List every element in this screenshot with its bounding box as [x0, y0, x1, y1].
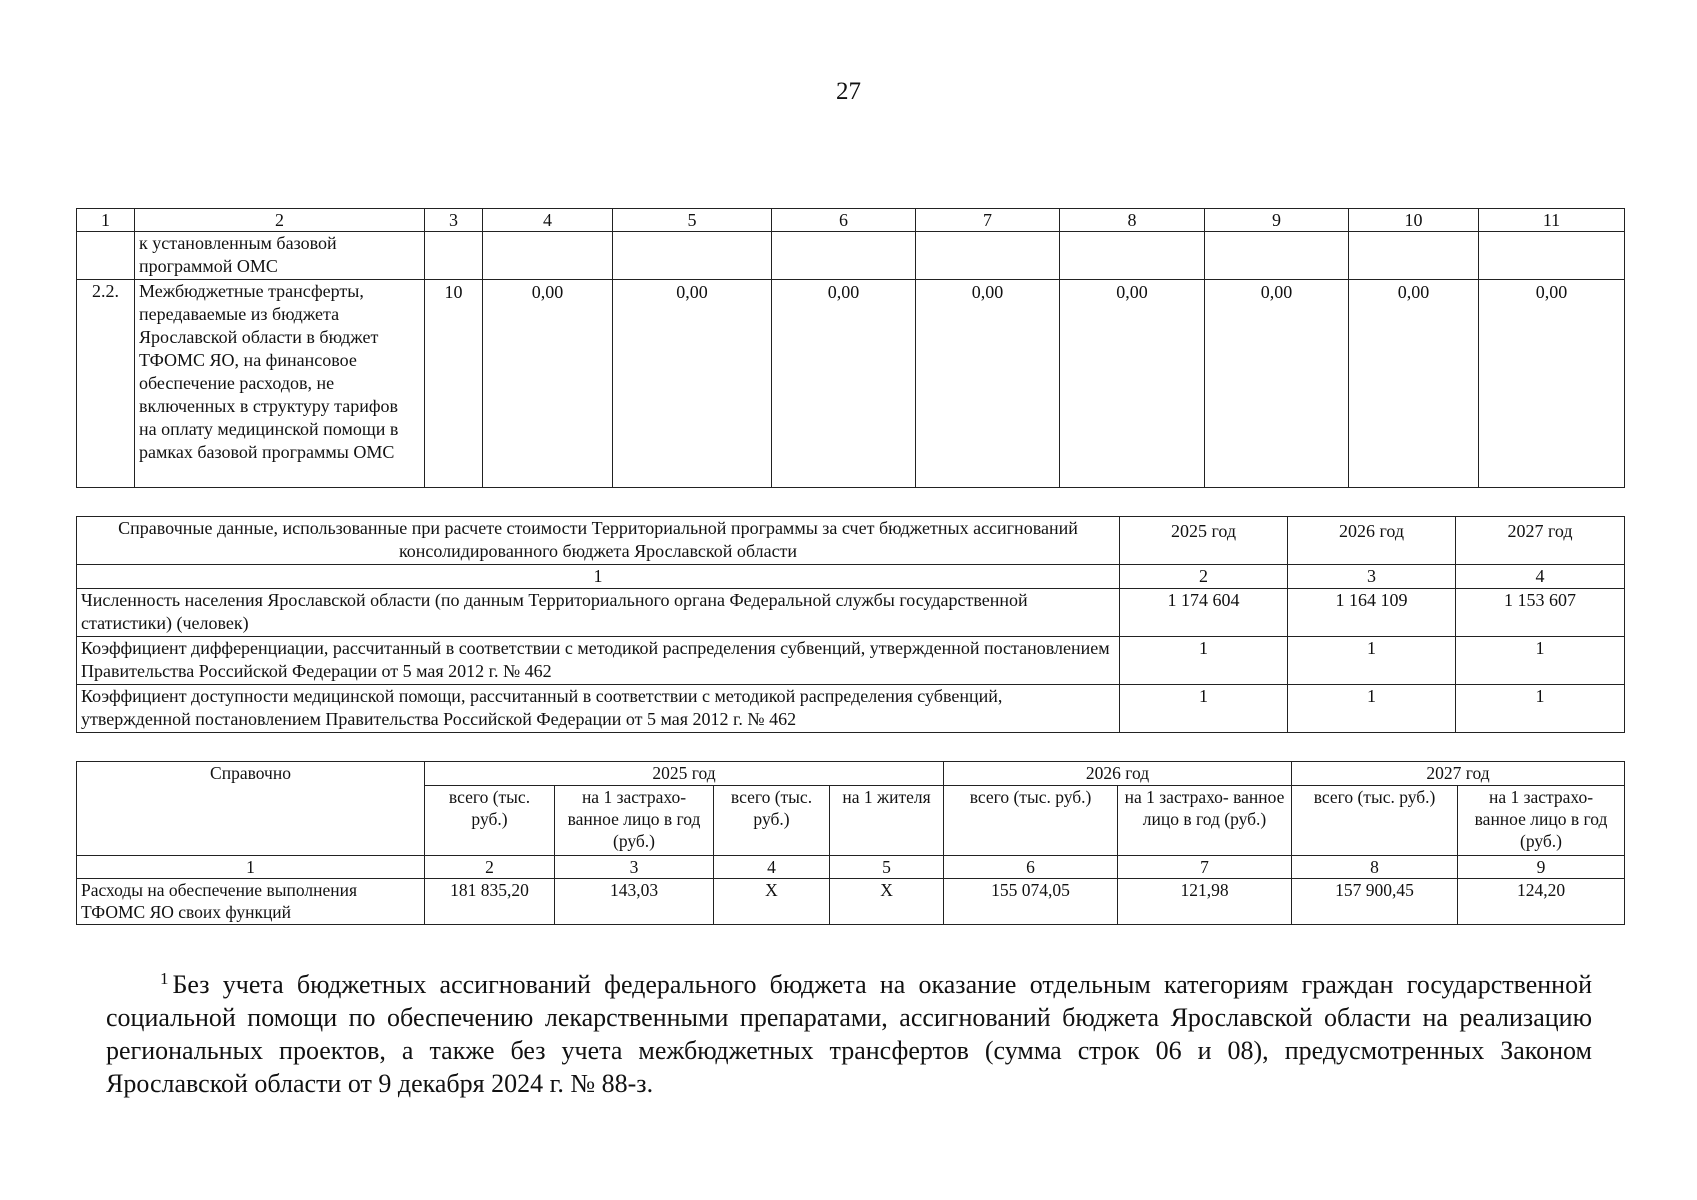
year-header: 2027 год	[1292, 762, 1625, 786]
row-value: Х	[714, 879, 830, 925]
row-value: 157 900,45	[1292, 879, 1458, 925]
col-number: 7	[916, 209, 1060, 232]
row-value: 0,00	[1479, 280, 1625, 488]
row-label: Расходы на обеспечение выполнения ТФОМС ЯО своих функций	[77, 879, 425, 925]
row-value	[772, 232, 916, 280]
reference-data-table	[76, 516, 1625, 733]
row-name: Межбюджетные трансферты, передаваемые из бюджета Ярославской области в бюджет ТФОМС ЯО, на финансовое обеспечение расходов, не включенных в структуру тарифов на оплату медицинской помощи в рамках базовой программы ОМС	[135, 280, 425, 488]
row-code: 10	[425, 280, 483, 488]
col-number: 1	[77, 856, 425, 879]
row-value: 1	[1120, 685, 1288, 733]
col-number: 1	[77, 565, 1120, 589]
table-row	[77, 232, 1625, 280]
sub-header: на 1 застрахо- ванное лицо в год (руб.)	[1118, 786, 1292, 856]
row-label: Коэффициент доступности медицинской помощи, рассчитанный в соответствии с методикой распределения субвенций, утвержденной постановлением Правительства Российской Федерации от 5 мая 2012 г. № 462	[77, 685, 1120, 733]
row-value: 0,00	[772, 280, 916, 488]
table-header-row	[77, 856, 1625, 879]
row-num: 2.2.	[77, 280, 135, 488]
year-header: 2026 год	[944, 762, 1292, 786]
page-number: 27	[836, 78, 861, 105]
row-code	[425, 232, 483, 280]
table-header-row	[77, 565, 1625, 589]
sub-header: всего (тыс. руб.)	[1292, 786, 1458, 856]
col-number: 6	[944, 856, 1118, 879]
year-header: 2027 год	[1456, 517, 1625, 565]
row-value: 0,00	[613, 280, 772, 488]
corner-header: Справочно	[77, 762, 425, 856]
row-label: Численность населения Ярославской области (по данным Территориального органа Федеральной службы государственной статистики) (человек)	[77, 589, 1120, 637]
row-value: 0,00	[916, 280, 1060, 488]
row-value: 1	[1120, 637, 1288, 685]
table-header-row	[77, 209, 1625, 232]
col-number: 3	[425, 209, 483, 232]
sub-header: на 1 застрахо- ванное лицо в год (руб.)	[555, 786, 714, 856]
row-value: 121,98	[1118, 879, 1292, 925]
sub-header: всего (тыс. руб.)	[425, 786, 555, 856]
col-number: 10	[1349, 209, 1479, 232]
row-value	[1060, 232, 1205, 280]
year-header: 2025 год	[1120, 517, 1288, 565]
col-number: 6	[772, 209, 916, 232]
row-value: 1 153 607	[1456, 589, 1625, 637]
row-value: 1	[1456, 637, 1625, 685]
footnote	[106, 962, 1592, 1100]
table-header-row	[77, 517, 1625, 565]
col-number: 2	[1120, 565, 1288, 589]
row-value	[916, 232, 1060, 280]
year-header: 2026 год	[1288, 517, 1456, 565]
table-row	[77, 685, 1625, 733]
sub-header: всего (тыс. руб.)	[714, 786, 830, 856]
row-value: 124,20	[1458, 879, 1625, 925]
col-number: 1	[77, 209, 135, 232]
table-row	[77, 280, 1625, 488]
row-value	[1479, 232, 1625, 280]
reference-expenses-table	[76, 761, 1625, 925]
row-label: Коэффициент дифференциации, рассчитанный в соответствии с методикой распределения субвенций, утвержденной постановлением Правительства Российской Федерации от 5 мая 2012 г. № 462	[77, 637, 1120, 685]
sub-header: всего (тыс. руб.)	[944, 786, 1118, 856]
row-value: 1	[1456, 685, 1625, 733]
col-number: 7	[1118, 856, 1292, 879]
row-value	[1205, 232, 1349, 280]
sub-header: на 1 жителя	[830, 786, 944, 856]
row-value	[613, 232, 772, 280]
row-value: Х	[830, 879, 944, 925]
row-value: 181 835,20	[425, 879, 555, 925]
row-value	[483, 232, 613, 280]
footnote-mark: 1	[160, 969, 169, 988]
row-name: к установленным базовой программой ОМС	[135, 232, 425, 280]
col-number: 8	[1292, 856, 1458, 879]
row-value: 143,03	[555, 879, 714, 925]
col-number: 2	[425, 856, 555, 879]
col-number: 8	[1060, 209, 1205, 232]
table-row	[77, 637, 1625, 685]
row-value: 155 074,05	[944, 879, 1118, 925]
row-num	[77, 232, 135, 280]
row-value	[1349, 232, 1479, 280]
footnote-text: Без учета бюджетных ассигнований федерального бюджета на оказание отдельным категориям граждан государственной социальной помощи по обеспечению лекарственными препаратами, ассигнований бюджета Ярославской области на реализацию региональных проектов, а также без учета межбюджетных трансфертов (сумма строк 06 и 08), предусмотренных Законом Ярославской области от 9 декабря 2024 г. № 88-з.	[106, 970, 1592, 1098]
row-value: 0,00	[1060, 280, 1205, 488]
col-number: 3	[1288, 565, 1456, 589]
row-value: 1 164 109	[1288, 589, 1456, 637]
sub-header: на 1 застрахо- ванное лицо в год (руб.)	[1458, 786, 1625, 856]
reference-title: Справочные данные, использованные при расчете стоимости Территориальной программы за счет бюджетных ассигнований консолидированного бюджета Ярославской области	[77, 517, 1120, 565]
row-value: 1	[1288, 637, 1456, 685]
row-value: 0,00	[1349, 280, 1479, 488]
col-number: 4	[1456, 565, 1625, 589]
budget-table	[76, 208, 1625, 488]
col-number: 2	[135, 209, 425, 232]
row-value: 1 174 604	[1120, 589, 1288, 637]
col-number: 4	[483, 209, 613, 232]
col-number: 4	[714, 856, 830, 879]
col-number: 11	[1479, 209, 1625, 232]
table-row	[77, 589, 1625, 637]
col-number: 5	[613, 209, 772, 232]
col-number: 5	[830, 856, 944, 879]
row-value: 1	[1288, 685, 1456, 733]
col-number: 9	[1458, 856, 1625, 879]
table-header-row	[77, 762, 1625, 786]
row-value: 0,00	[483, 280, 613, 488]
col-number: 9	[1205, 209, 1349, 232]
row-value: 0,00	[1205, 280, 1349, 488]
col-number: 3	[555, 856, 714, 879]
table-row	[77, 879, 1625, 925]
year-header: 2025 год	[425, 762, 944, 786]
